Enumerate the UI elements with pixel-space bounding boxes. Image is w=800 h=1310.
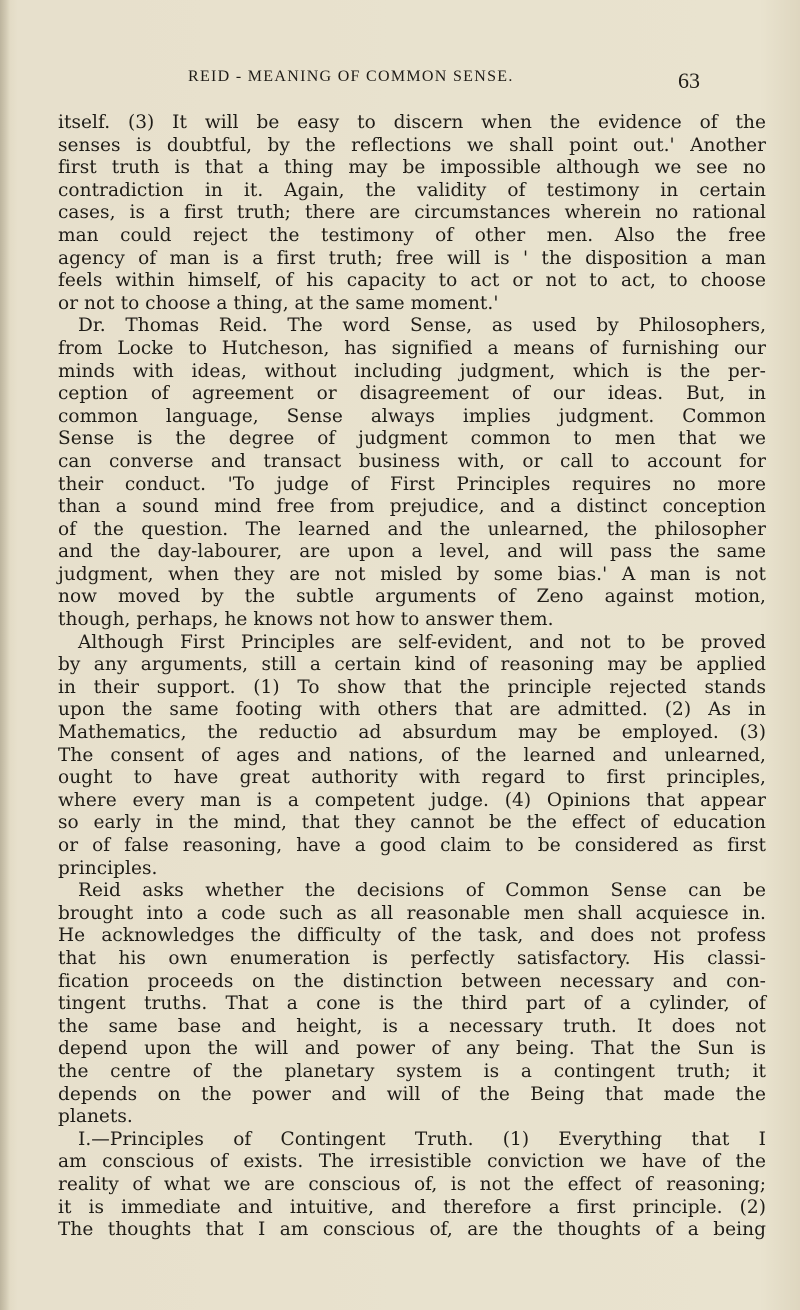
text-line: and the day-labourer, are upon a level, and will pass the same bbox=[58, 541, 766, 563]
text-line: the centre of the planetary system is a contingent truth; it bbox=[58, 1060, 766, 1082]
text-line: planets. bbox=[58, 1106, 133, 1128]
page-gutter-shadow bbox=[0, 0, 10, 1310]
text-line: contradiction in it. Again, the validity of testimony in certain bbox=[58, 179, 766, 201]
text-line: reality of what we are conscious of, is not the effect of reasoning; bbox=[58, 1173, 766, 1195]
text-line: upon the same footing with others that are admitted. (2) As in bbox=[58, 699, 766, 721]
text-line: first truth is that a thing may be impossible although we see no bbox=[58, 157, 766, 179]
text-line: the same base and height, is a necessary truth. It does not bbox=[58, 1015, 766, 1037]
text-line: He acknowledges the difficulty of the task, and does not profess bbox=[58, 925, 766, 947]
body-text bbox=[58, 112, 766, 1242]
text-line: ought to have great authority with regard to first principles, bbox=[58, 767, 766, 789]
text-line: judgment, when they are not misled by some bias.' A man is not bbox=[58, 563, 766, 585]
page-number: 63 bbox=[678, 68, 700, 93]
text-line: senses is doubtful, by the reflections we shall point out.' Another bbox=[58, 134, 766, 156]
text-line: or not to choose a thing, at the same moment.' bbox=[58, 292, 499, 314]
text-line: from Locke to Hutcheson, has signified a means of furnishing our bbox=[58, 337, 766, 359]
text-line: of the question. The learned and the unlearned, the philosopher bbox=[58, 518, 766, 540]
text-line: than a sound mind free from prejudice, and a distinct conception bbox=[58, 496, 766, 518]
text-line: common language, Sense always implies judgment. Common bbox=[58, 405, 766, 427]
running-head bbox=[48, 68, 750, 104]
running-title: REID - MEANING OF COMMON SENSE. bbox=[188, 68, 514, 85]
text-line: depend upon the will and power of any being. That the Sun is bbox=[58, 1038, 766, 1060]
text-line: so early in the mind, that they cannot be the effect of education bbox=[58, 812, 766, 834]
text-line: The thoughts that I am conscious of, are the thoughts of a being bbox=[58, 1219, 766, 1241]
text-line: man could reject the testimony of other men. Also the free bbox=[58, 224, 766, 246]
text-line: cases, is a first truth; there are circumstances wherein no rational bbox=[58, 202, 766, 224]
text-line: brought into a code such as all reasonable men shall acquiesce in. bbox=[58, 902, 766, 924]
text-line: tingent truths. That a cone is the third part of a cylinder, of bbox=[58, 993, 766, 1015]
text-line: though, perhaps, he knows not how to answer them. bbox=[58, 609, 554, 631]
text-line: or of false reasoning, have a good claim to be considered as first bbox=[58, 835, 766, 856]
text-line: ception of agreement or disagreement of our ideas. But, in bbox=[58, 383, 766, 405]
text-line: by any arguments, still a certain kind of reasoning may be applied bbox=[58, 654, 766, 676]
paragraph-start-line: Reid asks whether the decisions of Common Sense can be bbox=[78, 880, 766, 902]
text-line: that his own enumeration is perfectly satisfactory. His classi- bbox=[58, 947, 766, 969]
paragraph-start-line: Although First Principles are self-evident, and not to be proved bbox=[78, 631, 766, 653]
text-line: in their support. (1) To show that the principle rejected stands bbox=[58, 676, 766, 698]
text-line: principles. bbox=[58, 857, 158, 879]
text-line: agency of man is a first truth; free will is ' the disposition a man bbox=[58, 247, 766, 269]
paragraph-start-line: Dr. Thomas Reid. The word Sense, as used by Philosophers, bbox=[78, 315, 766, 337]
text-line: their conduct. 'To judge of First Principles requires no more bbox=[58, 473, 766, 495]
text-line: am conscious of exists. The irresistible conviction we have of the bbox=[58, 1151, 766, 1173]
text-line: The consent of ages and nations, of the learned and unlearned, bbox=[58, 744, 766, 766]
text-line: Mathematics, the reductio ad absurdum may be employed. (3) bbox=[58, 722, 766, 744]
text-line: feels within himself, of his capacity to act or not to act, to choose bbox=[58, 270, 766, 292]
text-line: where every man is a competent judge. (4) Opinions that appear bbox=[58, 789, 766, 811]
paragraph-start-line: I.—Principles of Contingent Truth. (1) Everything that I bbox=[78, 1128, 766, 1150]
text-line: it is immediate and intuitive, and therefore a first principle. (2) bbox=[58, 1196, 766, 1218]
text-line: fication proceeds on the distinction between necessary and con- bbox=[58, 970, 766, 992]
text-line: now moved by the subtle arguments of Zeno against motion, bbox=[58, 586, 766, 608]
text-line: depends on the power and will of the Being that made the bbox=[58, 1083, 766, 1105]
text-line: can converse and transact business with, or call to account for bbox=[58, 450, 766, 472]
text-line: Sense is the degree of judgment common to men that we bbox=[58, 428, 766, 450]
text-line: minds with ideas, without including judgment, which is the per- bbox=[58, 360, 766, 382]
text-line: itself. (3) It will be easy to discern when the evidence of the bbox=[58, 112, 766, 133]
